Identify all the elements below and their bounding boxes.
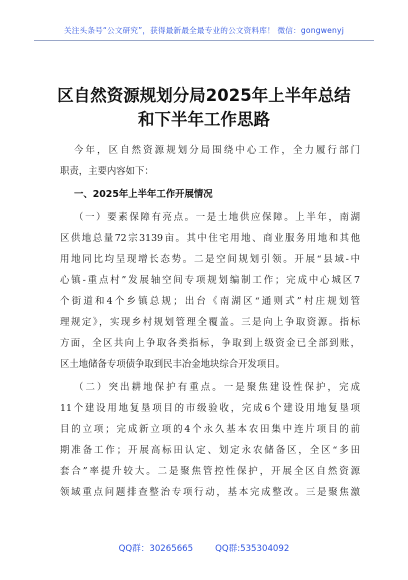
para2-line: （二）突出耕地保护有重点。一是聚焦建设性保护，完成 (74, 382, 360, 393)
para1-line: 区土地储备专项债争取到民丰冶金地块综合开发项目。 (60, 359, 286, 370)
para1-line: 个街道和4个乡镇总规；出台《南湖区“通则式”村庄规划管 (60, 296, 360, 307)
footer-contact (0, 542, 408, 554)
para1-line: 心镇-重点村”发展轴空间专项规划编制工作；完成中心城区7 (60, 275, 360, 286)
intro-line-1: 今年，区自然资源规划分局围绕中心工作，全力履行部门 (74, 145, 360, 156)
para1-line: 方面，全区共向上争取各类指标，争取到上级资金已全部到账， (60, 338, 360, 349)
header-promo-note: 关注头条号“公文研究”，获得最新最全最专业的公文资料库！ 微信：gongwenyj (63, 26, 345, 35)
para1-line: （一）要素保障有亮点。一是土地供应保障。上半年，南湖 (74, 212, 360, 223)
document-title-line-2: 和下半年工作思路 (138, 110, 270, 129)
section-heading: 一、2025年上半年工作开展情况 (74, 189, 213, 200)
para2-line: 领域重点问题排查整治专项行动，基本完成整改。三是聚焦激 (60, 487, 360, 498)
document-title-line-1: 区自然资源规划分局2025年上半年总结 (57, 86, 351, 105)
footer-qq-group-1: QQ群：30265665 (118, 544, 194, 554)
para1-line: 理规定》，实现乡村规划管理全覆盖。三是向上争取资源。指标 (60, 317, 360, 328)
para2-line: 期准备工作；开展高标田认定、划定永农储备区，全区“多田 (60, 445, 360, 456)
para1-line: 用地同比均呈现增长态势。二是空间规划引领。开展“县域-中 (60, 254, 360, 265)
footer-qq-group-2: QQ群:535304092 (215, 544, 290, 554)
para2-line: 套合”率提升较大。二是聚焦管控性保护，开展全区自然资源 (60, 466, 360, 477)
header-divider (34, 40, 374, 41)
intro-line-2: 职责，主要内容如下： (60, 166, 154, 177)
para2-line: 11个建设用地复垦项目的市级验收，完成6个建设用地复垦项 (60, 403, 360, 414)
para2-line: 目的立项；完成新立项的4个永久基本农田集中连片项目的前 (60, 424, 360, 435)
para1-line: 区供地总量72宗3139亩。其中住宅用地、商业服务用地和其他 (60, 233, 360, 244)
